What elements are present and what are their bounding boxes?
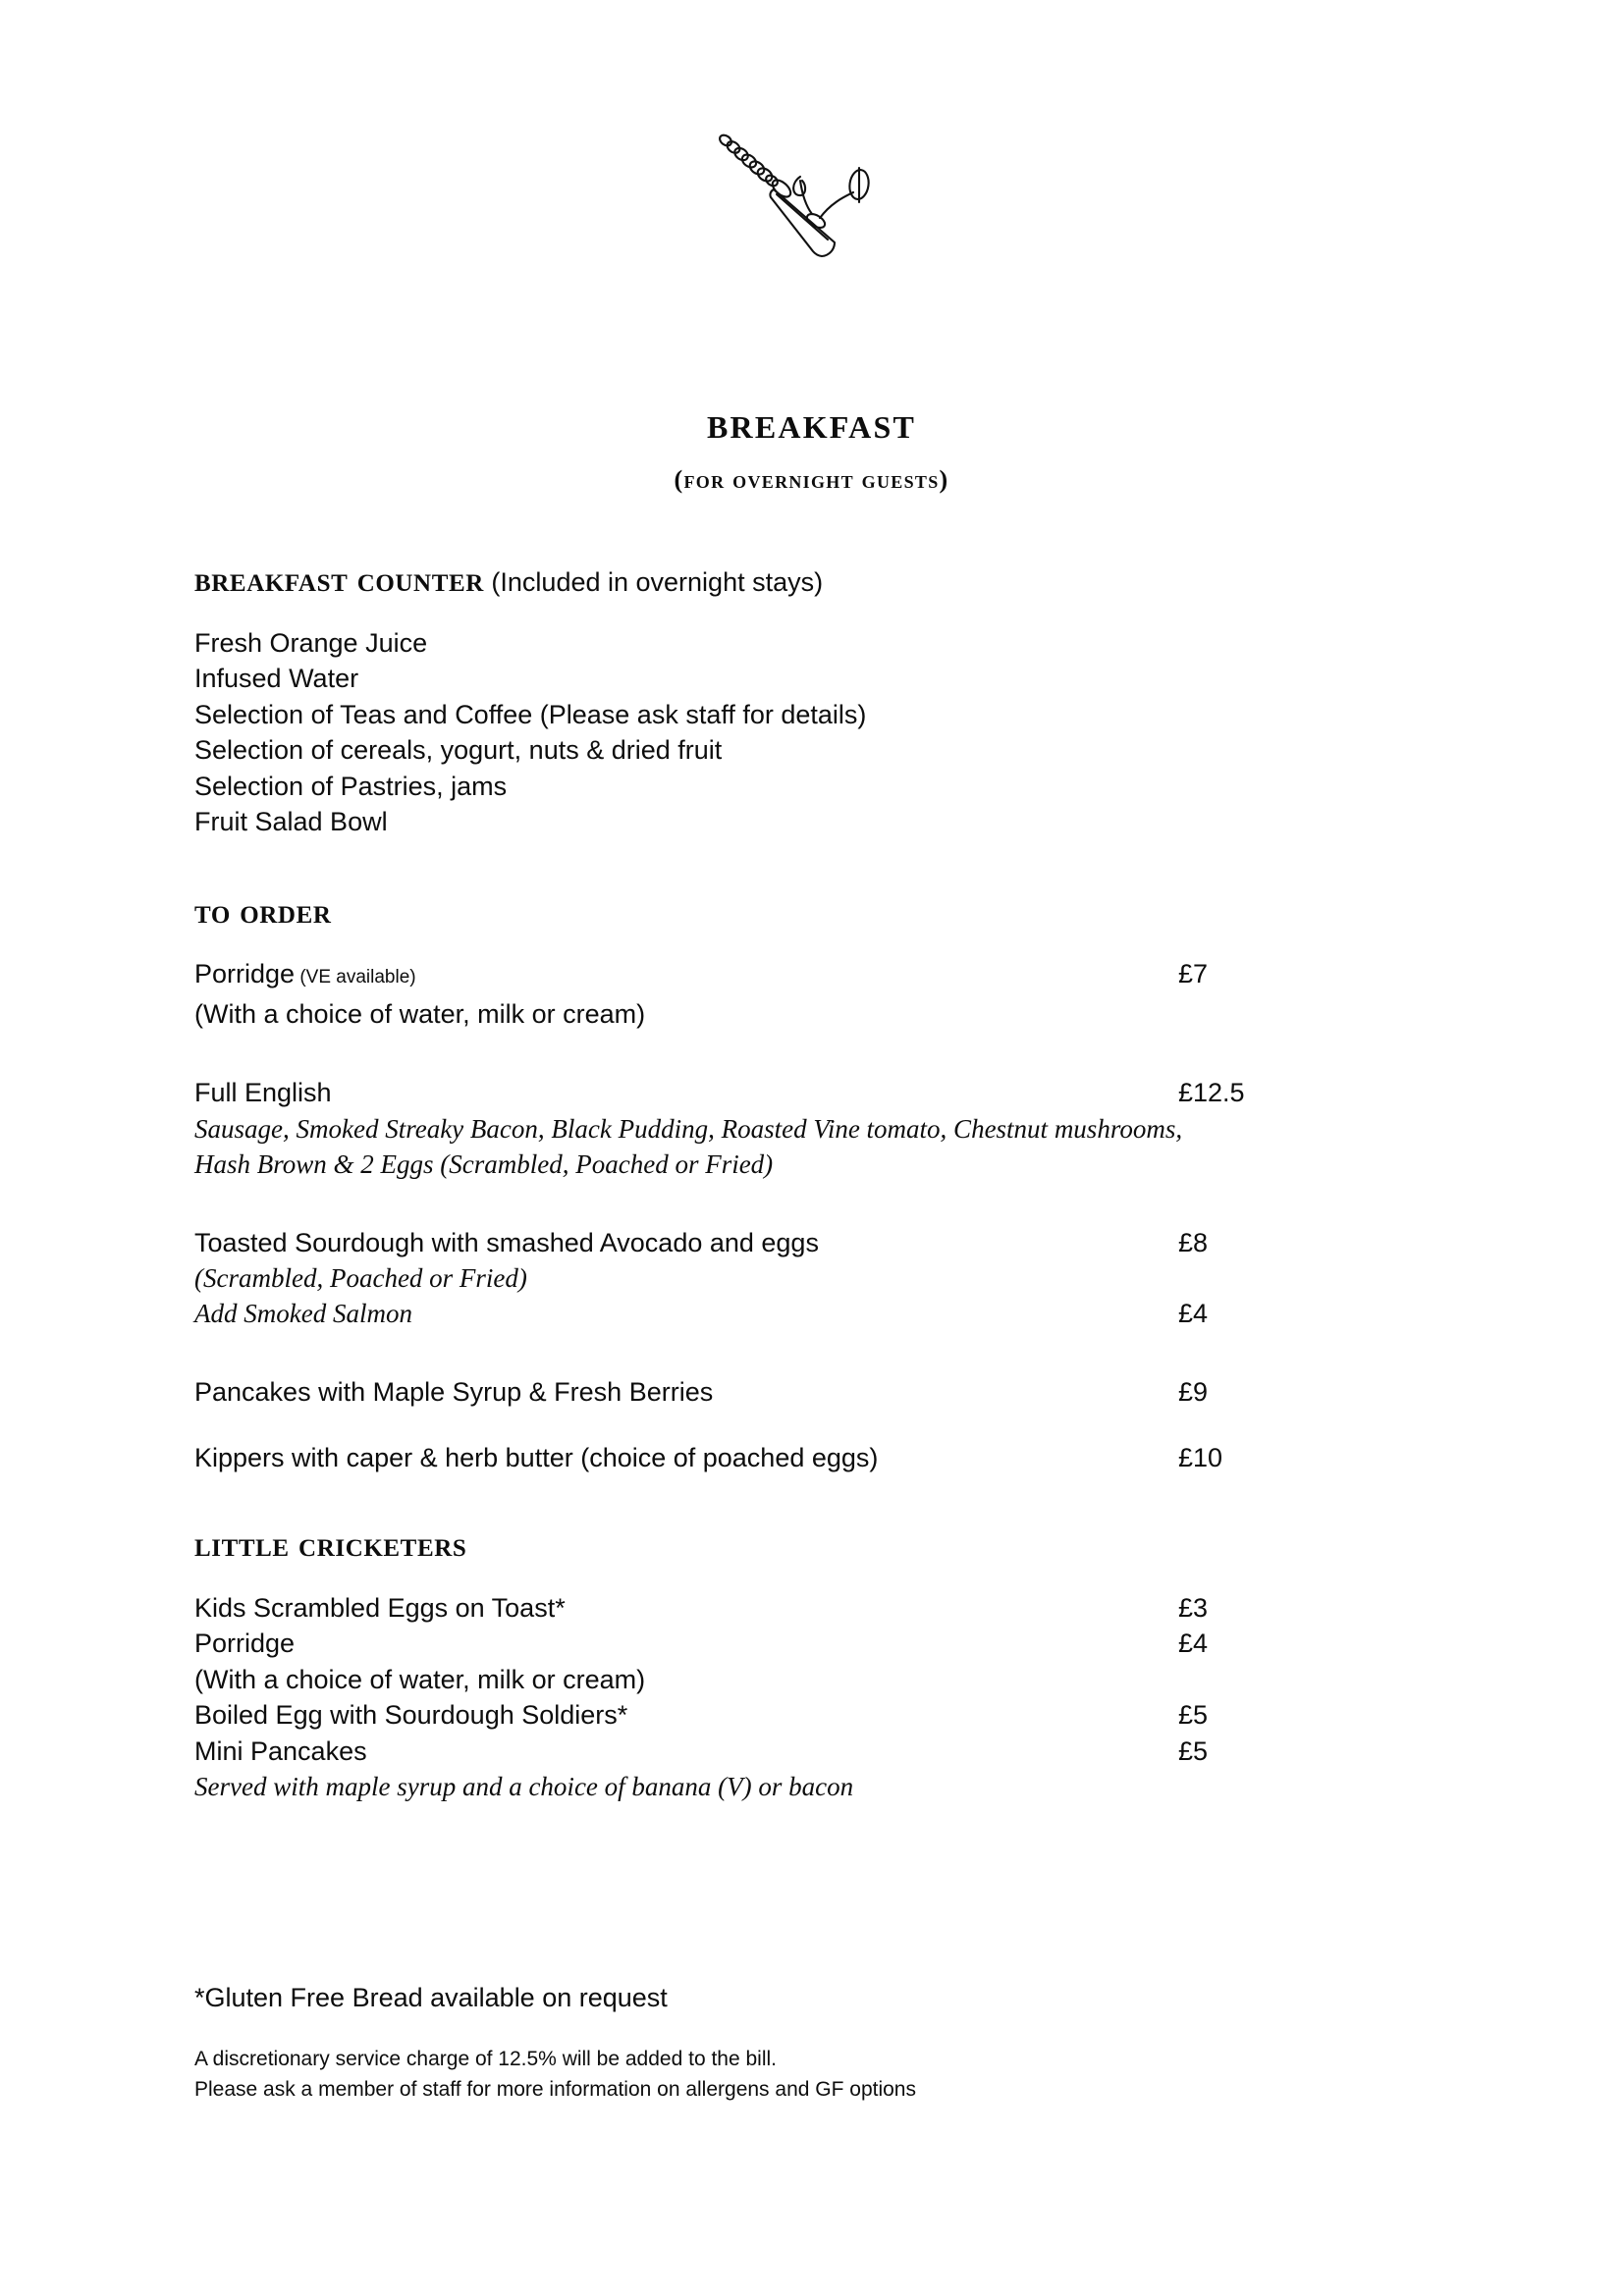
section-heading-note: (Included in overnight stays) (483, 567, 824, 597)
page-title: breakfast (706, 398, 917, 448)
menu-item-price: £4 (1178, 1629, 1209, 1658)
menu-item-addon-price: £4 (1178, 1299, 1209, 1328)
menu-item-name: Boiled Egg with Sourdough Soldiers* (194, 1700, 628, 1730)
menu-content (194, 561, 1324, 1804)
menu-row (194, 1734, 1324, 1770)
menu-item-name: Pancakes with Maple Syrup & Fresh Berries (194, 1377, 714, 1407)
menu-row (194, 956, 1324, 996)
spacer (194, 1182, 1324, 1225)
footer (194, 1981, 1324, 2105)
allergens-note: Please ask a member of staff for more information on allergens and GF options (194, 2078, 916, 2101)
menu-item-price: £9 (1178, 1377, 1209, 1407)
list-item: Fresh Orange Juice (194, 627, 428, 658)
menu-row (194, 1590, 1324, 1627)
menu-item-price: £3 (1178, 1592, 1209, 1623)
menu-item-description: (Scrambled, Poached or Fried) (194, 1263, 527, 1293)
service-charge-note: A discretionary service charge of 12.5% will be added to the bill. (194, 2048, 777, 2070)
menu-row (194, 1075, 1324, 1111)
list-item: Selection of Teas and Coffee (Please ask staff for details) (194, 699, 867, 729)
menu-item-price: £7 (1178, 959, 1209, 988)
list-item: Selection of cereals, yogurt, nuts & dried fruit (194, 735, 723, 765)
menu-row (194, 1697, 1324, 1734)
logo-container (0, 128, 1623, 265)
menu-row (194, 1440, 1324, 1476)
menu-item-name: Toasted Sourdough with smashed Avocado and eggs (194, 1227, 819, 1257)
menu-item-price: £5 (1178, 1735, 1209, 1766)
title-block (0, 400, 1623, 493)
menu-item-description: Sausage, Smoked Streaky Bacon, Black Pudding, Roasted Vine tomato, Chestnut mushrooms, Hash Brown & 2 Eggs (Scrambled, Poached or Fried) (194, 1113, 1183, 1179)
menu-item-sub: (With a choice of water, milk or cream) (194, 1664, 646, 1694)
menu-row (194, 1225, 1324, 1261)
section-heading-label: little cricketers (194, 1525, 467, 1564)
menu-row (194, 1626, 1324, 1662)
menu-item-addon-name: Add Smoked Salmon (194, 1299, 412, 1328)
menu-item-price: £10 (1178, 1442, 1223, 1472)
spacer (194, 1032, 1324, 1075)
to-order-list (194, 956, 1324, 1475)
list-item: Selection of Pastries, jams (194, 771, 508, 801)
menu-item-name: Porridge (194, 1629, 296, 1658)
list-item: Infused Water (194, 664, 359, 693)
menu-item-name: Kids Scrambled Eggs on Toast* (194, 1592, 566, 1623)
spacer (194, 1331, 1324, 1374)
section-heading-to-order (194, 893, 1324, 932)
section-footnote: Served with maple syrup and a choice of banana (V) or bacon (194, 1772, 854, 1801)
section-heading-label: to order (194, 891, 332, 931)
little-cricketers-list (194, 1590, 1324, 1805)
menu-item-note: (VE available) (295, 967, 416, 988)
breakfast-counter-list (194, 625, 1324, 840)
list-item: Fruit Salad Bowl (194, 807, 388, 836)
menu-item-price: £5 (1178, 1700, 1209, 1730)
menu-item-price: £12.5 (1178, 1078, 1245, 1107)
menu-row-addon (194, 1296, 1324, 1331)
menu-row (194, 1374, 1324, 1411)
spacer (194, 1411, 1324, 1440)
menu-item-name: Porridge (194, 959, 296, 988)
gluten-free-note: *Gluten Free Bread available on request (194, 1983, 668, 2012)
section-heading-breakfast-counter (194, 561, 1324, 600)
page-subtitle: (for overnight guests) (674, 465, 949, 494)
menu-item-name: Kippers with caper & herb butter (choice of poached eggs) (194, 1442, 879, 1472)
section-heading-little-cricketers (194, 1526, 1324, 1565)
menu-item-sub: (With a choice of water, milk or cream) (194, 998, 646, 1029)
corkscrew-icon (709, 128, 915, 265)
menu-item-name: Mini Pancakes (194, 1735, 367, 1766)
section-heading-label: breakfast counter (194, 561, 484, 599)
menu-item-name: Full English (194, 1078, 332, 1107)
menu-item-price: £8 (1178, 1227, 1209, 1257)
